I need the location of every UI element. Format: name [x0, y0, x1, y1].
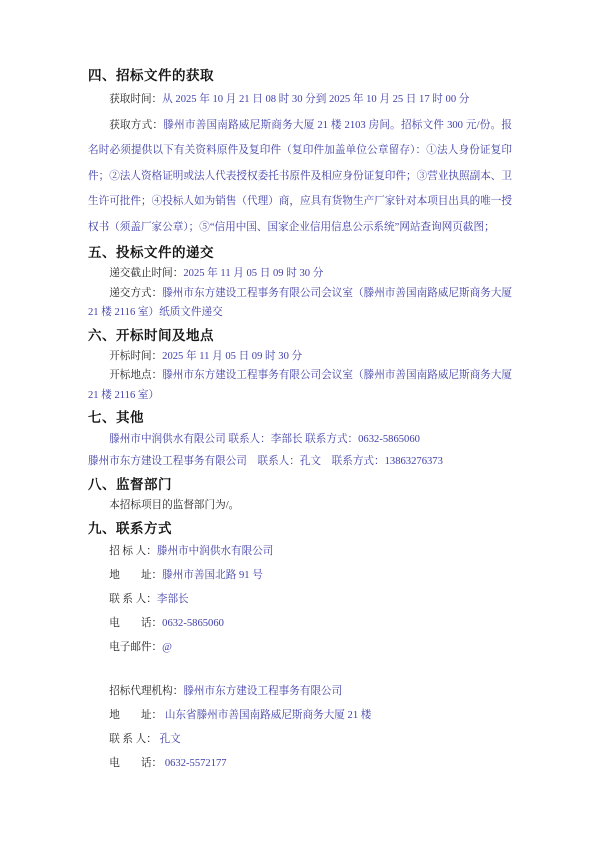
section-other: [88, 408, 512, 472]
tenderer-address-line: [88, 564, 512, 588]
section-bid-document-obtainment: [88, 66, 512, 240]
submission-deadline-value: 2025 年 11 月 05 日 09 时 30 分: [183, 268, 324, 279]
agency-contact-value: 孔文: [159, 733, 181, 745]
agency-phone-label: 电 话：: [109, 757, 163, 769]
agency-contact-line: [88, 728, 512, 752]
agency-address-value: 山东省滕州市善国南路威尼斯商务大厦 21 楼: [164, 709, 372, 721]
opening-time-label: 开标时间：: [109, 350, 163, 362]
opening-time-line: [88, 347, 512, 367]
agency-contact-label: 联 系 人：: [109, 733, 157, 745]
tenderer-email-label: 电子邮件：: [109, 641, 163, 653]
section-heading-7: 七、其他: [88, 410, 144, 425]
tenderer-phone-label: 电 话：: [109, 617, 163, 629]
tenderer-phone-line: [88, 612, 512, 636]
obtain-method-value: 滕州市善国南路威尼斯商务大厦 21 楼 2103 房间。招标文件 300 元/份。报名时必须提供以下有关资料原件及复印件（复印件加盖单位公章留存）：①法人身份证复印件；②法人资格证明或法人代表授权委托书原件及相应身份证复印件；③营业执照副本、卫生许可批件；④投标人如为销售（代理）商，应具有货物生产厂家针对本项目出具的唯一授权书（须盖厂家公章）；⑤“信用中国、国家企业信用信息公示系统”网站查询网页截图；: [88, 119, 512, 233]
agency-phone-line: [88, 752, 512, 776]
obtain-time-line: [88, 87, 512, 113]
section-heading-9: 九、联系方式: [88, 520, 172, 536]
tenderer-email-line: [88, 636, 512, 660]
agency-phone-value: 0632-5572177: [164, 757, 227, 769]
other-contact-line-1: 滕州市中润供水有限公司 联系人：李部长 联系方式：0632-5865060: [109, 434, 420, 445]
tenderer-address-value: 滕州市善国北路 91 号: [162, 569, 263, 581]
agency-name-line: [88, 680, 512, 704]
tenderer-email-value: @: [162, 641, 172, 653]
tenderer-address-label: 地 址：: [109, 569, 163, 581]
supervision-body: 本招标项目的监督部门为/。: [109, 500, 240, 511]
obtain-method-paragraph: [88, 113, 512, 241]
obtain-method-label: 获取方式：: [109, 119, 164, 131]
other-contact-line-2: 滕州市东方建设工程事务有限公司 联系人：孔文 联系方式：13863276373: [88, 455, 443, 467]
tenderer-name-value: 滕州市中润供水有限公司: [156, 545, 274, 557]
tenderer-name-label: 招 标 人：: [109, 545, 157, 557]
submission-method-paragraph: [88, 284, 512, 323]
tenderer-name-line: [88, 540, 512, 564]
tenderer-contact-label: 联 系 人：: [109, 593, 157, 605]
section-heading-4: 四、招标文件的获取: [88, 68, 214, 83]
agency-name-value: 滕州市东方建设工程事务有限公司: [183, 685, 343, 697]
tenderer-phone-value: 0632-5865060: [162, 617, 224, 629]
opening-place-paragraph: [88, 366, 512, 405]
submission-deadline-line: [88, 264, 512, 284]
agency-name-label: 招标代理机构：: [109, 685, 184, 697]
tenderer-contact-value: 李部长: [156, 593, 189, 605]
section-supervision-department: [88, 475, 512, 516]
section-contact-info: [88, 519, 512, 776]
section-heading-6: 六、开标时间及地点: [88, 327, 214, 343]
obtain-time-value: 从 2025 年 10 月 21 日 08 时 30 分到 2025 年 10 月 25 日 17 时 00 分: [162, 94, 470, 105]
section-heading-5: 五、投标文件的递交: [88, 245, 214, 260]
tenderer-contact-line: [88, 588, 512, 612]
agency-address-label: 地 址：: [109, 709, 163, 721]
section-bid-submission: [88, 243, 512, 323]
opening-place-label: 开标地点：: [109, 370, 163, 381]
section-heading-8: 八、监督部门: [88, 477, 172, 492]
agency-address-line: [88, 704, 512, 728]
opening-place-value: 滕州市东方建设工程事务有限公司会议室（滕州市善国南路威尼斯商务大厦 21 楼 2116 室）: [88, 370, 513, 401]
submission-method-value: 滕州市东方建设工程事务有限公司会议室（滕州市善国南路威尼斯商务大厦 21 楼 2116 室）纸质文件递交: [88, 287, 513, 318]
section-bid-opening: [88, 326, 512, 406]
opening-time-value: 2025 年 11 月 05 日 09 时 30 分: [162, 350, 303, 362]
submission-method-label: 递交方式：: [109, 287, 163, 299]
obtain-time-label: 获取时间：: [109, 94, 163, 105]
submission-deadline-label: 递交截止时间：: [109, 268, 184, 279]
